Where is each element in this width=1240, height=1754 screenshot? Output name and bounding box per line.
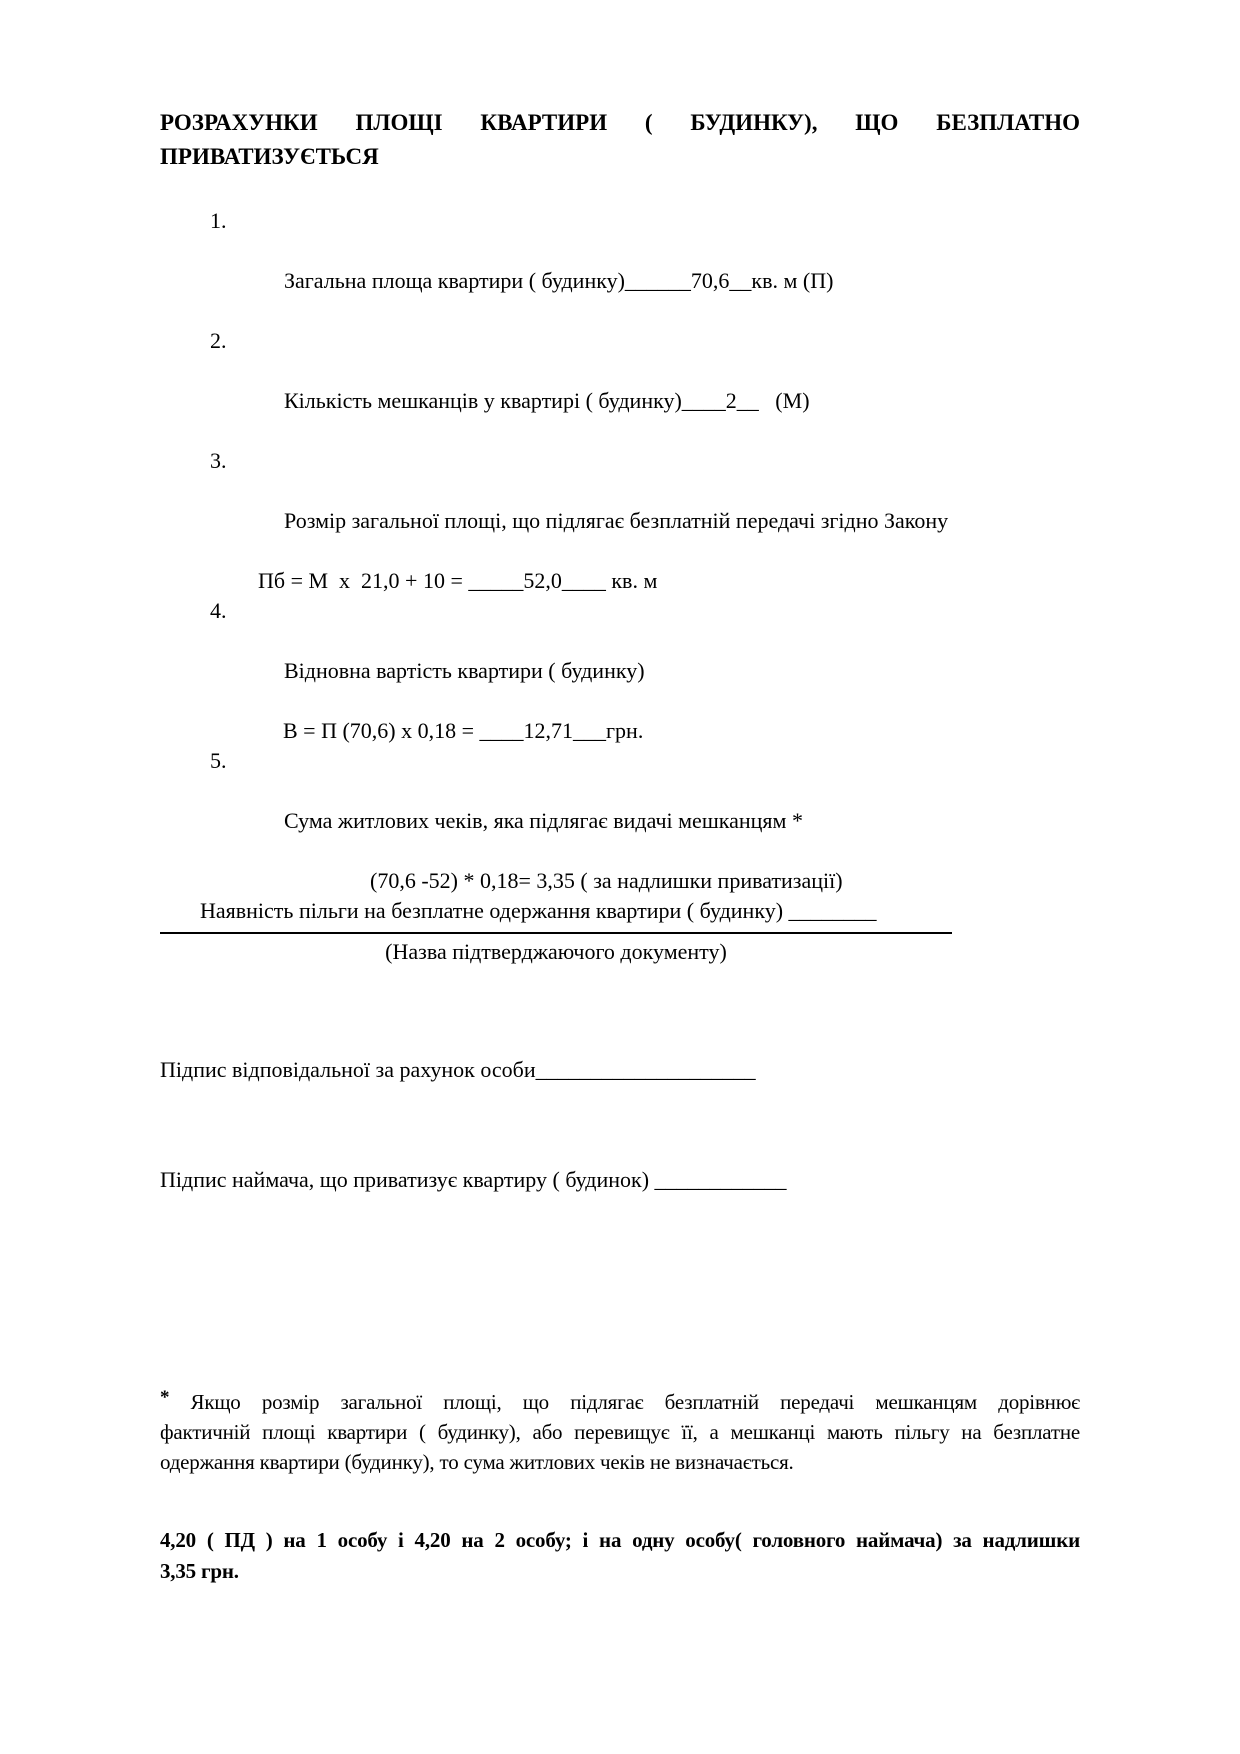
list-item-5 — [160, 746, 1080, 866]
document-title-line-1: РОЗРАХУНКИ ПЛОЩІ КВАРТИРИ ( БУДИНКУ), ЩО БЕЗПЛАТНО — [160, 110, 1080, 135]
list-item-2-number: 2. — [210, 328, 227, 353]
footnote-line-3: одержання квартири (будинку), то сума житлових чеків не визначається. — [160, 1450, 794, 1474]
list-item-1 — [160, 206, 1080, 326]
footnote-asterisk: * — [160, 1387, 170, 1408]
list-item-4 — [160, 596, 1080, 716]
list-item-5-number: 5. — [210, 748, 227, 773]
bottom-note-line-1: 4,20 ( ПД ) на 1 особу і 4,20 на 2 особу; і на одну особу( головного наймача) за надлишки — [160, 1528, 1080, 1552]
document-name-caption: (Назва підтверджаючого документу) — [385, 939, 727, 964]
document-name-blank-line — [160, 926, 952, 934]
calculation-list — [160, 206, 1080, 926]
list-item-3-text: Розмір загальної площі, що підлягає безплатній передачі згідно Закону — [284, 508, 949, 533]
list-item-3-number: 3. — [210, 448, 227, 473]
footnote-line-1-text: Якщо розмір загальної площі, що підлягає безплатній передачі мешканцям дорівнює — [190, 1390, 1080, 1414]
footnote-line-2: фактичній площі квартири ( будинку), або перевищує її, а мешканці мають пільгу на безплатне — [160, 1420, 1080, 1444]
list-item-5-text: Сума житлових чеків, яка підлягає видачі мешканцям * — [284, 808, 803, 833]
list-item-3 — [160, 446, 1080, 566]
formula-pb: Пб = М х 21,0 + 10 = _____52,0____ кв. м — [258, 568, 658, 593]
list-item-1-text: Загальна площа квартири ( будинку)______70,6__кв. м (П) — [284, 268, 834, 293]
list-item-4-number: 4. — [210, 598, 227, 623]
footnote — [160, 1383, 1080, 1477]
formula-housing-checks: (70,6 -52) * 0,18= 3,35 ( за надлишки приватизації) — [370, 868, 843, 893]
list-item-2-text: Кількість мешканців у квартирі ( будинку)____2__ (М) — [284, 388, 810, 413]
footnote-line-1 — [160, 1383, 1080, 1417]
bottom-note-line-2: 3,35 грн. — [160, 1559, 239, 1583]
list-item-1-number: 1. — [210, 208, 227, 233]
document-content — [160, 0, 1080, 1587]
signature-tenant-line: Підпис наймача, що приватизує квартиру ( будинок) ____________ — [160, 1167, 787, 1192]
signature-accountant-line: Підпис відповідальної за рахунок особи____________________ — [160, 1057, 756, 1082]
document-title — [160, 106, 1080, 174]
document-title-line-2: ПРИВАТИЗУЄТЬСЯ — [160, 144, 379, 169]
formula-v: В = П (70,6) х 0,18 = ____12,71___грн. — [283, 718, 644, 743]
bottom-note — [160, 1525, 1080, 1587]
list-item-4-text: Відновна вартість квартири ( будинку) — [284, 658, 645, 683]
privilege-line: Наявність пільги на безплатне одержання квартири ( будинку) ________ — [200, 898, 877, 923]
list-item-2 — [160, 326, 1080, 446]
